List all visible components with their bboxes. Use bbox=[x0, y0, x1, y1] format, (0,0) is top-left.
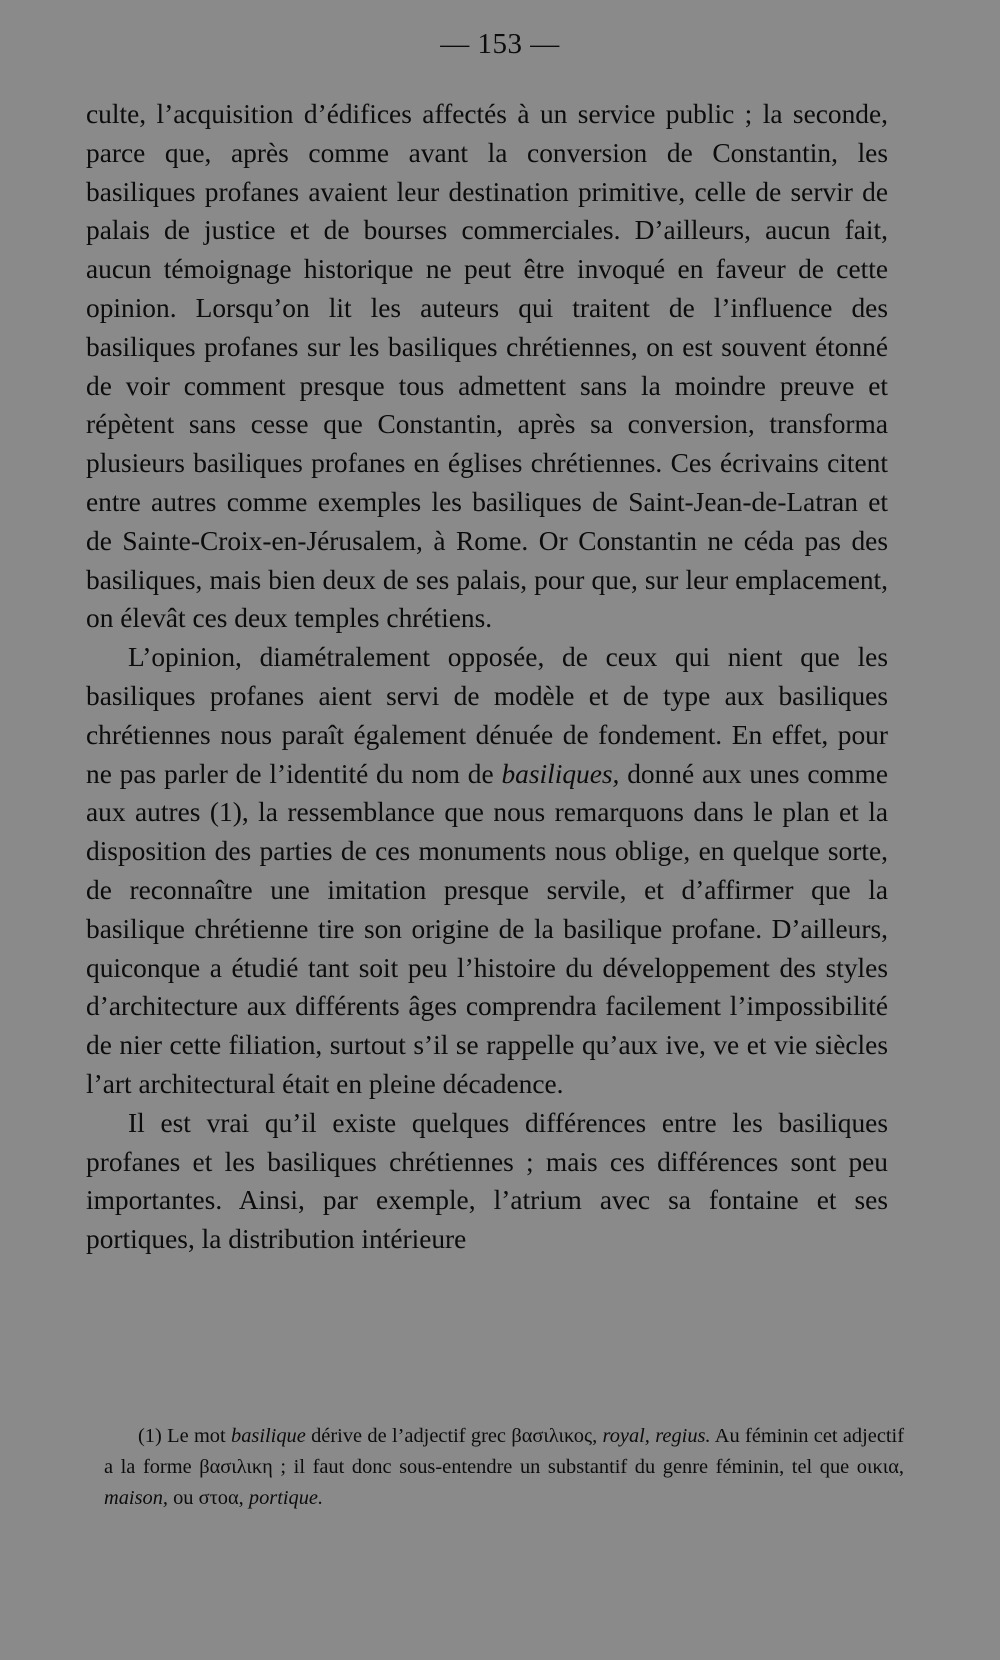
italic-term: royal, regius. bbox=[602, 1425, 711, 1447]
main-text bbox=[86, 95, 888, 1259]
italic-term: portique. bbox=[248, 1487, 324, 1509]
italic-term: basilique bbox=[231, 1425, 306, 1447]
paragraph-text: L’opinion, diamétralement opposée, de ceux qui nient que les basiliques profanes aient servi de modèle et de type aux basiliques chrétiennes nous paraît également dénuée de fondement. En effet, pour ne pas parler de l’identité du nom de bbox=[86, 642, 888, 789]
paragraph bbox=[86, 1104, 888, 1259]
footnote-text: Au féminin cet adjectif a la forme βασιλικη ; il faut donc sous-entendre un substantif du genre féminin, tel que οικια, bbox=[104, 1425, 905, 1478]
footnote-text: (1) Le mot bbox=[138, 1425, 232, 1447]
page-number: — 153 — bbox=[440, 28, 560, 60]
italic-term: maison, bbox=[104, 1487, 169, 1509]
paragraph-text: donné aux unes comme aux autres (1), la ressemblance que nous remarquons dans le plan et la disposition des parties de ces monuments nous oblige, en quelque sorte, de reconnaître une imitation presque servile, et d’affirmer que la basilique chrétienne tire son origine de la basilique profane. D’ailleurs, quiconque a étudié tant soit peu l’histoire du développement des styles d’architecture aux différents âges comprendra facilement l’impossibilité de nier cette filiation, surtout s’il se rappelle qu’aux ive, ve et vie siècles l’art architectural était en pleine décadence. bbox=[86, 758, 888, 1099]
footnote-text: dérive de l’adjectif grec βασιλικος, bbox=[305, 1425, 603, 1447]
paragraph-text: culte, l’acquisition d’édifices affectés à un service public ; la seconde, parce que, après comme avant la conversion de Constantin, les basiliques profanes avaient leur destination primitive, celle de servir de palais de justice et de bourses commerciales. D’ailleurs, aucun fait, aucun témoignage historique ne peut être invoqué en faveur de cette opinion. Lorsqu’on lit les auteurs qui traitent de l’influence des basiliques profanes sur les basiliques chrétiennes, on est souvent étonné de voir comment presque tous admettent sans la moindre preuve et répètent sans cesse que Constantin, après sa conversion, transforma plusieurs basiliques profanes en églises chrétiennes. Ces écrivains citent entre autres comme exemples les basiliques de Saint-Jean-de-Latran et de Sainte-Croix-en-Jérusalem, à Rome. Or Constantin ne céda pas des basiliques, mais bien deux de ses palais, pour que, sur leur emplacement, on élevât ces deux temples chrétiens. bbox=[86, 99, 888, 634]
footnote bbox=[104, 1421, 904, 1514]
italic-term: basiliques, bbox=[501, 758, 620, 789]
footnotes bbox=[104, 1421, 904, 1514]
paragraph-text: Il est vrai qu’il existe quelques différences entre les basiliques profanes et les basiliques chrétiennes ; mais ces différences sont peu importantes. Ainsi, par exemple, l’atrium avec sa fontaine et ses portiques, la distribution intérieure bbox=[86, 1107, 888, 1255]
paragraph bbox=[86, 95, 888, 638]
footnote-text: ou στοα, bbox=[168, 1487, 249, 1509]
paragraph bbox=[86, 638, 888, 1104]
